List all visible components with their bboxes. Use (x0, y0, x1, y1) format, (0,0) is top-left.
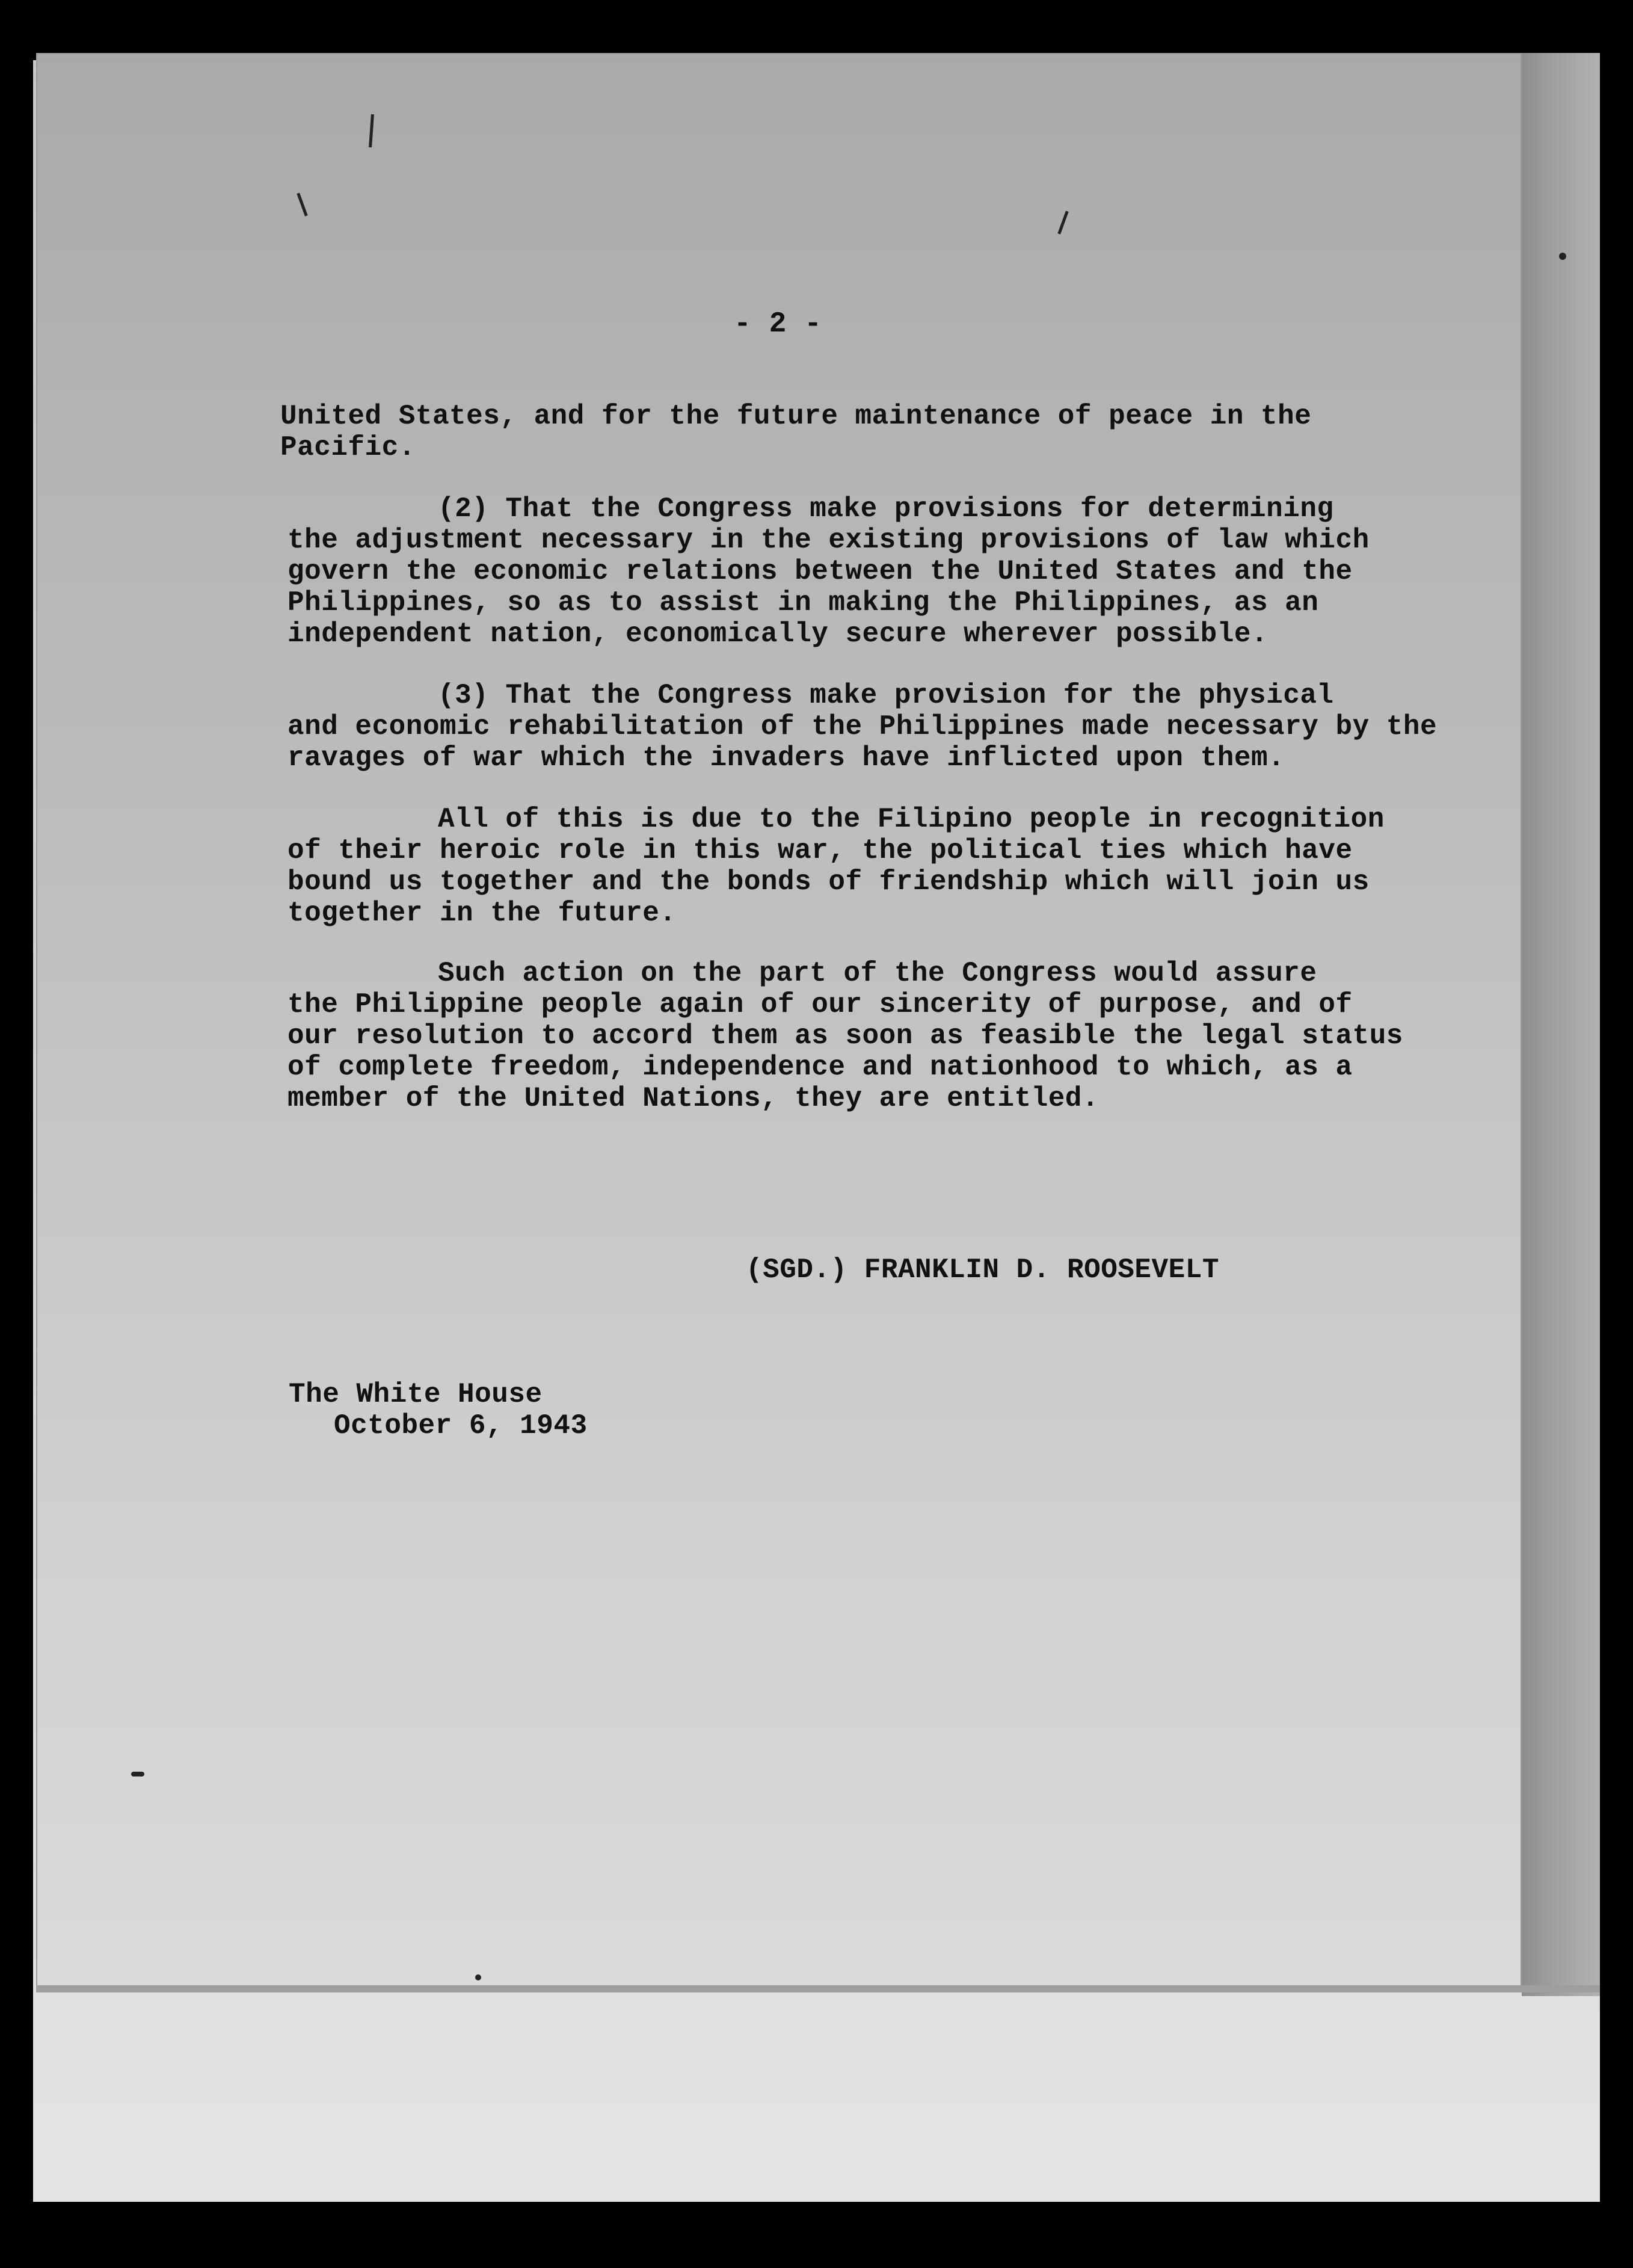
paragraph-4-line-3: bound us together and the bonds of friendship which will join us (288, 866, 1370, 898)
paragraph-1-line-1: United States, and for the future maintenance of peace in the (280, 401, 1312, 432)
paragraph-2-line-1: (2) That the Congress make provisions for determining (438, 493, 1334, 525)
paragraph-4-line-1: All of this is due to the Filipino people in recognition (438, 804, 1385, 835)
paragraph-5-line-4: of complete freedom, independence and nationhood to which, as a (288, 1052, 1353, 1083)
paragraph-2-line-4: Philippines, so as to assist in making the Philippines, as an (288, 587, 1319, 618)
signature-line: (SGD.) FRANKLIN D. ROOSEVELT (746, 1254, 1219, 1286)
paragraph-5-line-5: member of the United Nations, they are entitled. (288, 1083, 1099, 1114)
paragraph-4-line-4: together in the future. (288, 898, 677, 929)
paragraph-5-line-3: our resolution to accord them as soon as feasible the legal status (288, 1020, 1403, 1052)
paragraph-1-line-2: Pacific. (280, 432, 416, 463)
date-line: October 6, 1943 (334, 1410, 588, 1441)
paragraph-2-line-2: the adjustment necessary in the existing provisions of law which (288, 525, 1370, 556)
paragraph-5-line-1: Such action on the part of the Congress would assure (438, 958, 1317, 989)
paragraph-3-line-3: ravages of war which the invaders have inflicted upon them. (288, 742, 1285, 774)
paragraph-3-line-2: and economic rehabilitation of the Philippines made necessary by the (288, 711, 1438, 742)
paragraph-4-line-2: of their heroic role in this war, the political ties which have (288, 835, 1353, 866)
paragraph-5-line-2: the Philippine people again of our sincerity of purpose, and of (288, 989, 1353, 1020)
paragraph-2-line-3: govern the economic relations between the United States and the (288, 556, 1353, 587)
paragraph-3-line-1: (3) That the Congress make provision for the physical (438, 680, 1334, 711)
page-number: - 2 - (734, 308, 822, 341)
place-line: The White House (289, 1379, 543, 1410)
paragraph-2-line-5: independent nation, economically secure wherever possible. (288, 618, 1269, 650)
